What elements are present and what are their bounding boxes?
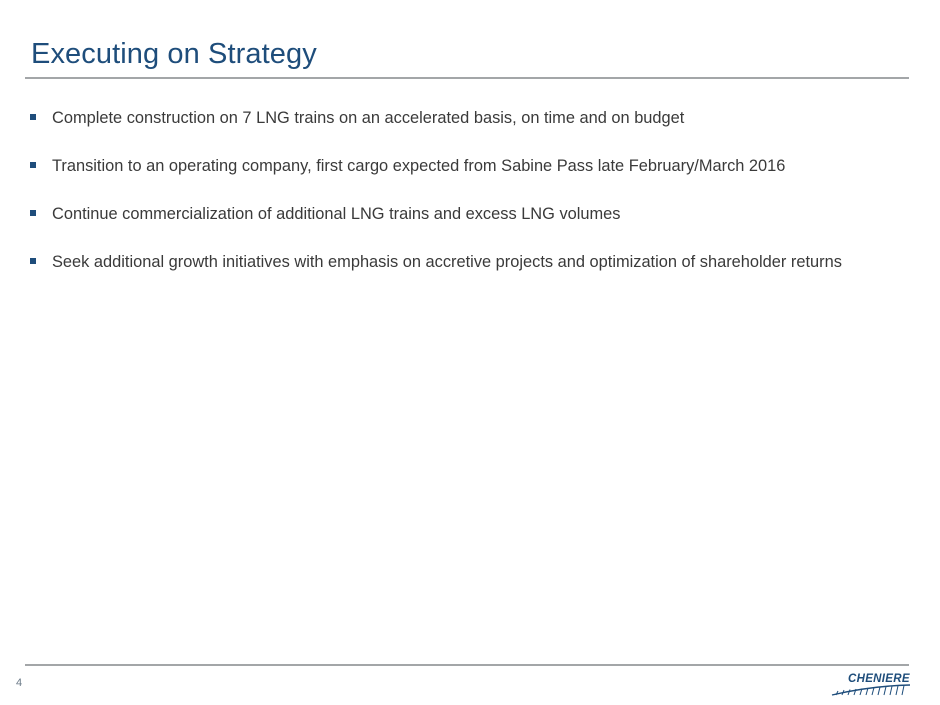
logo-text: CHENIERE <box>848 673 910 685</box>
slide-title: Executing on Strategy <box>31 38 317 70</box>
bullet-text: Seek additional growth initiatives with emphasis on accretive projects and optimization of shareholder returns <box>52 253 842 271</box>
logo-swoosh-icon <box>830 684 912 696</box>
bullet-item <box>0 156 940 176</box>
title-divider <box>25 77 909 79</box>
square-bullet-icon <box>30 210 36 216</box>
footer-divider <box>25 664 909 666</box>
bullet-item <box>0 252 940 272</box>
square-bullet-icon <box>30 114 36 120</box>
bullet-text: Continue commercialization of additional LNG trains and excess LNG volumes <box>52 205 621 223</box>
page-number: 4 <box>16 677 23 689</box>
bullet-list <box>0 108 940 300</box>
square-bullet-icon <box>30 162 36 168</box>
bullet-text: Transition to an operating company, first cargo expected from Sabine Pass late February/March 2016 <box>52 157 786 175</box>
square-bullet-icon <box>30 258 36 264</box>
cheniere-logo <box>830 670 912 698</box>
bullet-text: Complete construction on 7 LNG trains on an accelerated basis, on time and on budget <box>52 109 685 127</box>
bullet-item <box>0 204 940 224</box>
bullet-item <box>0 108 940 128</box>
